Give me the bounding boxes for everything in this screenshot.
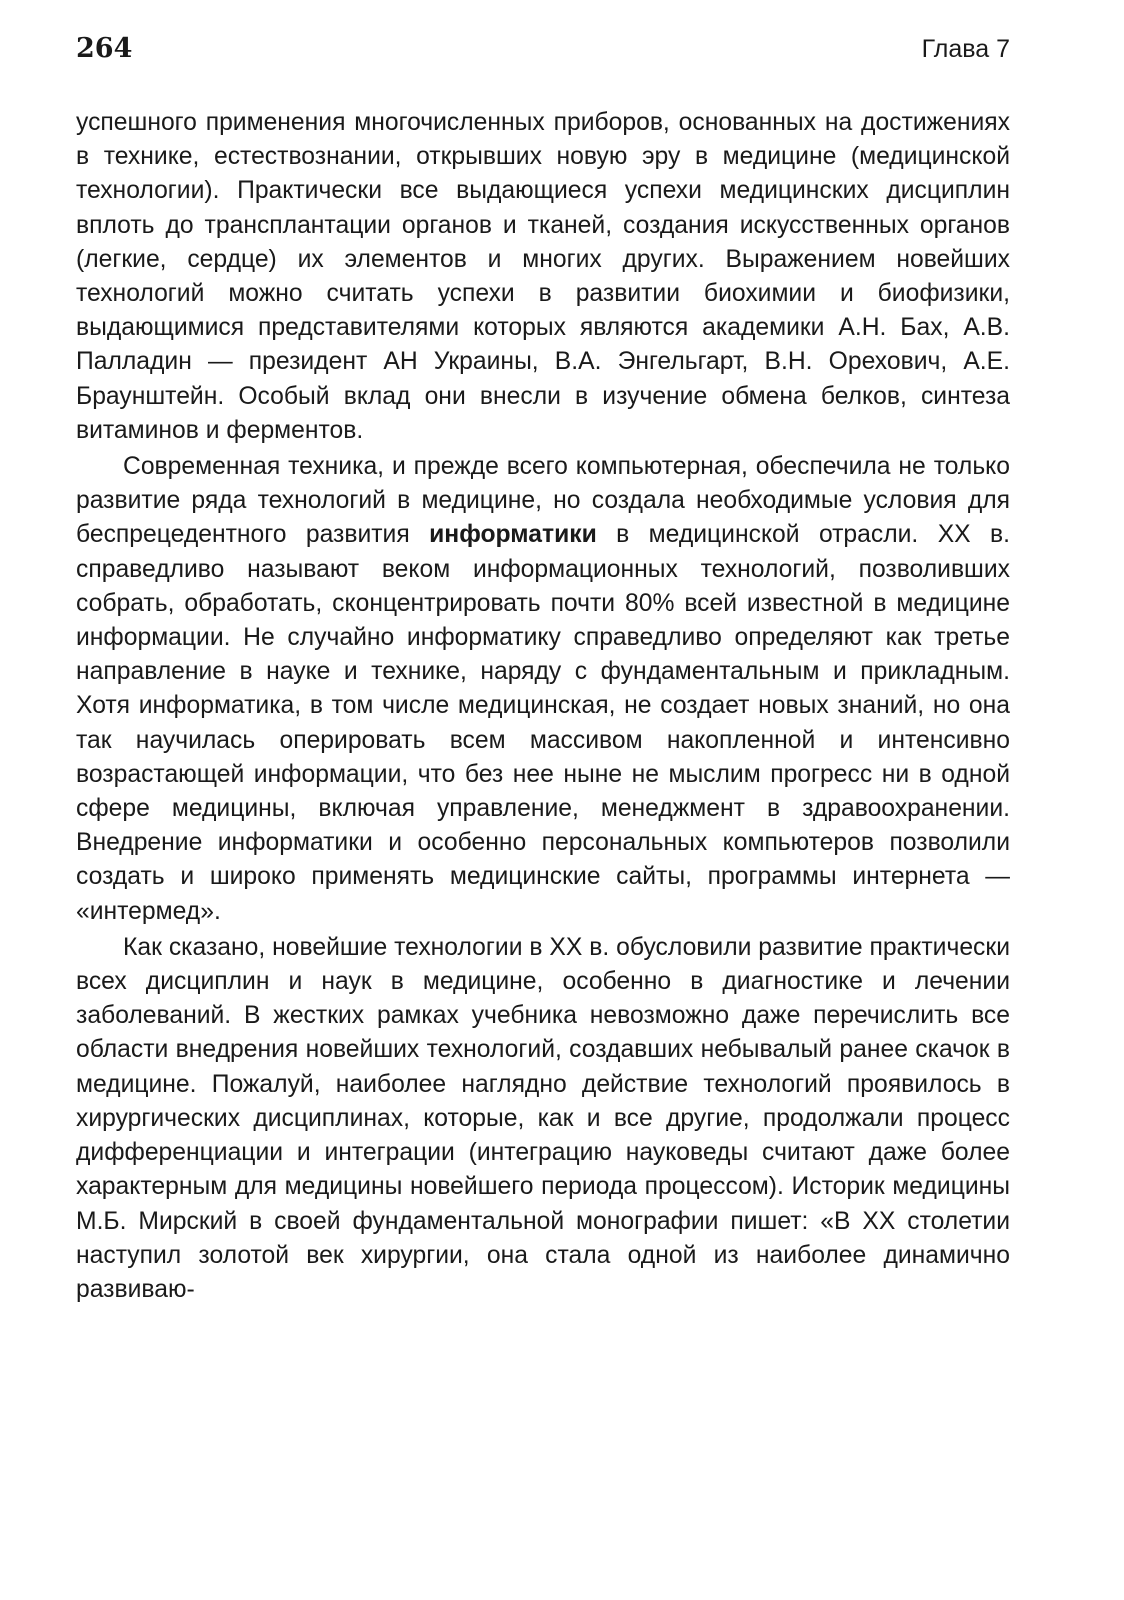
page-header <box>76 33 1010 73</box>
paragraph: успешного применения многочисленных приборов, основанных на достижениях в технике, естествознании, открывших новую эру в медицине (медицинской технологии). Практически все выдающиеся успехи медицинских дисциплин вплоть до трансплантации органов и тканей, создания искусственных органов (легкие, сердце) их элементов и многих других. Выражением новейших технологий можно считать успехи в развитии биохимии и биофизики, выдающимися представителями которых являются академики А.Н. Бах, А.В. Палладин — президент АН Украины, В.А. Энгельгарт, В.Н. Орехович, А.Е. Браунштейн. Особый вклад они внесли в изучение обмена белков, синтеза витаминов и ферментов. <box>76 109 1010 444</box>
paragraph-text: Современная техника, и прежде всего компьютерная, обеспечила не только развитие ряда технологий в медицине, но создала необходимые условия для беспрецедентного развития <box>76 453 1010 549</box>
body-text <box>76 106 1010 1307</box>
paragraph: Как сказано, новейшие технологии в XX в. обусловили развитие практически всех дисциплин и наук в медицине, особенно в диагностике и лечении заболеваний. В жестких рамках учебника невозможно даже перечислить все области внедрения новейших технологий, создавших небывалый ранее скачок в медицине. Пожалуй, наиболее наглядно действие технологий проявилось в хирургических дисциплинах, которые, как и все другие, продолжали процесс дифференциации и интеграции (интеграцию науковеды считают даже более характерным для медицины новейшего периода процессом). Историк медицины М.Б. Мирский в своей фундаментальной монографии пишет: «В XX столетии наступил золотой век хирургии, она стала одной из наиболее динамично развиваю- <box>76 933 1010 1303</box>
paragraph-text: в медицинской отрасли. XX в. справедливо называют веком информационных технологий, позволивших собрать, обработать, сконцентрировать почти 80% всей известной в медицине информации. Не случайно информатику справедливо определяют как третье направление в науке и технике, наряду с фундаментальным и прикладным. Хотя информатика, в том числе медицинская, не создает новых знаний, но она так научилась оперировать всем массивом накопленной и интенсивно возрастающей информации, что без нее ныне не мыслим прогресс ни в одной сфере медицины, включая управление, менеджмент в здравоохранении. Внедрение информатики и особенно персональных компьютеров позволили создать и широко применять медицинские сайты, программы интернета — «интермед». <box>76 521 1010 925</box>
bold-term: информатики <box>429 521 597 549</box>
page-number: 264 <box>76 33 133 64</box>
chapter-label: Глава 7 <box>921 35 1010 63</box>
paragraph <box>76 450 1010 929</box>
